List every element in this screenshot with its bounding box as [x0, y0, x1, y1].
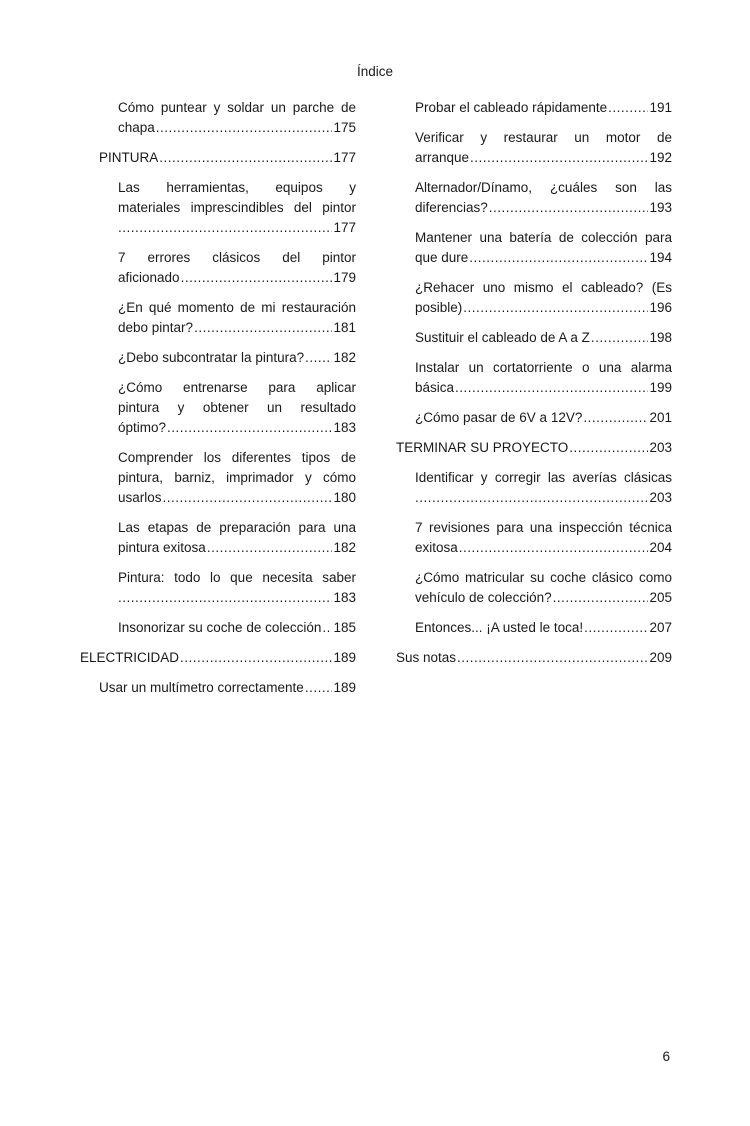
toc-entry-page-number: 209: [649, 650, 672, 665]
toc-entry-last-line: [415, 198, 672, 218]
toc-entry-last-line: [415, 538, 672, 558]
toc-entry-text-line: Alternador/Dínamo, ¿cuáles son las: [415, 180, 672, 195]
toc-entry-title: Insonorizar su coche de colección: [118, 620, 322, 635]
toc-entry-text-line: Las etapas de preparación para una: [118, 520, 356, 535]
toc-entry-title: Sus notas: [396, 650, 457, 665]
toc-entry-title: pintura exitosa: [118, 540, 206, 555]
toc-entry-last-line: [415, 618, 672, 638]
toc-entry[interactable]: [396, 408, 672, 428]
toc-entry-title: chapa: [118, 120, 155, 135]
dot-leader: [553, 588, 649, 608]
toc-entry-last-line: [415, 298, 672, 318]
toc-entry[interactable]: [396, 178, 672, 218]
dot-leader: [163, 488, 333, 508]
toc-entry-text-line: Cómo puntear y soldar un parche de: [118, 100, 356, 115]
toc-entry-text-line: pintura y obtener un resultado: [118, 400, 356, 415]
dot-leader: [118, 588, 332, 608]
toc-entry-page-number: 183: [333, 590, 356, 605]
toc-entry-text-line: materiales imprescindibles del pintor: [118, 200, 356, 215]
toc-entry-last-line: [118, 588, 356, 608]
toc-entry-last-line: [415, 378, 672, 398]
toc-entry-page-number: 177: [333, 220, 356, 235]
toc-entry-title: PINTURA: [99, 150, 159, 165]
dot-leader: [584, 618, 648, 638]
dot-leader: [159, 148, 332, 168]
toc-entry[interactable]: [80, 448, 356, 508]
toc-entry-text-line: Mantener una batería de colección para: [415, 230, 672, 245]
toc-entry-page-number: 189: [333, 680, 356, 695]
toc-entry-last-line: [80, 648, 356, 668]
toc-column-right: [396, 98, 672, 678]
toc-entry-title: diferencias?: [415, 200, 488, 215]
toc-entry-title: debo pintar?: [118, 320, 194, 335]
toc-entry-page-number: 182: [333, 350, 356, 365]
toc-entry-page-number: 175: [333, 120, 356, 135]
toc-entry-page-number: 204: [649, 540, 672, 555]
page-header: Índice: [356, 64, 394, 79]
toc-entry[interactable]: [396, 278, 672, 318]
toc-entry-page-number: 201: [649, 410, 672, 425]
toc-entry-page-number: 192: [649, 150, 672, 165]
toc-entry[interactable]: [396, 98, 672, 118]
toc-entry-last-line: [415, 148, 672, 168]
toc-entry[interactable]: [396, 468, 672, 508]
toc-entry-last-line: [118, 618, 356, 638]
dot-leader: [181, 268, 333, 288]
toc-entry-page-number: 181: [333, 320, 356, 335]
toc-entry-title: Sustituir el cableado de A a Z: [415, 330, 590, 345]
dot-leader: [194, 318, 332, 338]
toc-entry-text-line: Las herramientas, equipos y: [118, 180, 356, 195]
toc-entry-last-line: [415, 248, 672, 268]
toc-entry[interactable]: [80, 648, 356, 668]
toc-entry[interactable]: [80, 378, 356, 438]
dot-leader: [156, 118, 333, 138]
toc-entry-title: arranque: [415, 150, 470, 165]
toc-entry-page-number: 198: [649, 330, 672, 345]
dot-leader: [457, 648, 648, 668]
dot-leader: [608, 98, 648, 118]
toc-entry[interactable]: [80, 618, 356, 638]
dot-leader: [207, 538, 333, 558]
toc-entry-text-line: Comprender los diferentes tipos de: [118, 450, 356, 465]
toc-entry-title: vehículo de colección?: [415, 590, 552, 605]
toc-entry-text-line: Instalar un cortatorriente o una alarma: [415, 360, 672, 375]
toc-entry-text-line: 7 revisiones para una inspección técnica: [415, 520, 672, 535]
toc-entry-title: TERMINAR SU PROYECTO: [396, 440, 569, 455]
toc-entry-title: que dure: [415, 250, 469, 265]
toc-entry[interactable]: [396, 568, 672, 608]
dot-leader: [415, 488, 648, 508]
toc-entry-last-line: [396, 438, 672, 458]
toc-entry-page-number: 199: [649, 380, 672, 395]
page-number: 6: [662, 1049, 670, 1064]
toc-entry[interactable]: [80, 518, 356, 558]
toc-entry-page-number: 203: [649, 490, 672, 505]
toc-column-left: [80, 98, 356, 708]
dot-leader: [583, 408, 648, 428]
toc-entry[interactable]: [396, 128, 672, 168]
toc-entry-page-number: 185: [333, 620, 356, 635]
toc-entry-last-line: [118, 418, 356, 438]
toc-entry-text-line: ¿Cómo matricular su coche clásico como: [415, 570, 672, 585]
toc-entry[interactable]: [80, 298, 356, 338]
toc-entry-last-line: [118, 348, 356, 368]
toc-entry-page-number: 191: [649, 100, 672, 115]
toc-entry-last-line: [415, 328, 672, 348]
toc-entry-last-line: [415, 98, 672, 118]
toc-entry-page-number: 207: [649, 620, 672, 635]
toc-entry-text-line: ¿Cómo entrenarse para aplicar: [118, 380, 356, 395]
toc-entry-title: Usar un multímetro correctamente: [99, 680, 304, 695]
toc-entry-title: usarlos: [118, 490, 162, 505]
dot-leader: [455, 378, 648, 398]
toc-entry[interactable]: [396, 438, 672, 458]
toc-entry-title: ¿Cómo pasar de 6V a 12V?: [415, 410, 583, 425]
dot-leader: [463, 298, 648, 318]
toc-entry-title: óptimo?: [118, 420, 167, 435]
toc-entry-page-number: 183: [333, 420, 356, 435]
toc-entry[interactable]: [396, 518, 672, 558]
toc-entry-text-line: 7 errores clásicos del pintor: [118, 250, 356, 265]
toc-entry-title: básica: [415, 380, 455, 395]
dot-leader: [469, 248, 648, 268]
toc-entry-last-line: [415, 488, 672, 508]
dot-leader: [489, 198, 649, 218]
toc-entry-page-number: 189: [333, 650, 356, 665]
toc-entry-page-number: 194: [649, 250, 672, 265]
toc-entry-last-line: [118, 218, 356, 238]
toc-entry-text-line: ¿Rehacer uno mismo el cableado? (Es: [415, 280, 672, 295]
toc-entry-page-number: 203: [649, 440, 672, 455]
toc-entry-last-line: [118, 318, 356, 338]
toc-entry-title: Probar el cableado rápidamente: [415, 100, 608, 115]
toc-entry-last-line: [118, 488, 356, 508]
dot-leader: [459, 538, 649, 558]
toc-entry-page-number: 180: [333, 490, 356, 505]
toc-entry-page-number: 182: [333, 540, 356, 555]
toc-entry-page-number: 193: [649, 200, 672, 215]
toc-entry-text-line: Identificar y corregir las averías clásicas: [415, 470, 672, 485]
dot-leader: [305, 678, 333, 698]
toc-entry[interactable]: [396, 358, 672, 398]
dot-leader: [305, 348, 332, 368]
toc-entry[interactable]: [396, 648, 672, 668]
toc-entry-last-line: [118, 538, 356, 558]
dot-leader: [322, 618, 332, 638]
toc-entry[interactable]: [396, 618, 672, 638]
dot-leader: [118, 218, 332, 238]
toc-entry[interactable]: [80, 678, 356, 698]
toc-entry-last-line: [99, 148, 356, 168]
toc-entry-last-line: [118, 118, 356, 138]
toc-entry-title: Entonces... ¡A usted le toca!: [415, 620, 584, 635]
dot-leader: [470, 148, 648, 168]
toc-entry-title: ¿Debo subcontratar la pintura?: [118, 350, 305, 365]
toc-entry-last-line: [99, 678, 356, 698]
toc-entry[interactable]: [80, 148, 356, 168]
toc-entry-text-line: Verificar y restaurar un motor de: [415, 130, 672, 145]
dot-leader: [569, 438, 648, 458]
toc-entry-page-number: 205: [649, 590, 672, 605]
toc-entry-page-number: 196: [649, 300, 672, 315]
toc-entry-title: exitosa: [415, 540, 458, 555]
toc-entry[interactable]: [80, 178, 356, 238]
toc-entry-last-line: [415, 588, 672, 608]
toc-entry[interactable]: [80, 348, 356, 368]
toc-entry-title: aficionado: [118, 270, 180, 285]
dot-leader: [167, 418, 332, 438]
dot-leader: [180, 648, 332, 668]
toc-entry-text-line: ¿En qué momento de mi restauración: [118, 300, 356, 315]
toc-entry-text-line: Pintura: todo lo que necesita saber: [118, 570, 356, 585]
toc-entry-page-number: 177: [333, 150, 356, 165]
toc-entry-last-line: [396, 648, 672, 668]
toc-entry[interactable]: [396, 228, 672, 268]
toc-entry[interactable]: [80, 568, 356, 608]
toc-entry-page-number: 179: [333, 270, 356, 285]
toc-entry-last-line: [415, 408, 672, 428]
toc-entry-last-line: [118, 268, 356, 288]
dot-leader: [591, 328, 649, 348]
toc-entry-text-line: pintura, barniz, imprimador y cómo: [118, 470, 356, 485]
toc-entry-title: ELECTRICIDAD: [80, 650, 180, 665]
toc-entry[interactable]: [80, 98, 356, 138]
toc-entry[interactable]: [80, 248, 356, 288]
toc-entry[interactable]: [396, 328, 672, 348]
toc-entry-title: posible): [415, 300, 463, 315]
